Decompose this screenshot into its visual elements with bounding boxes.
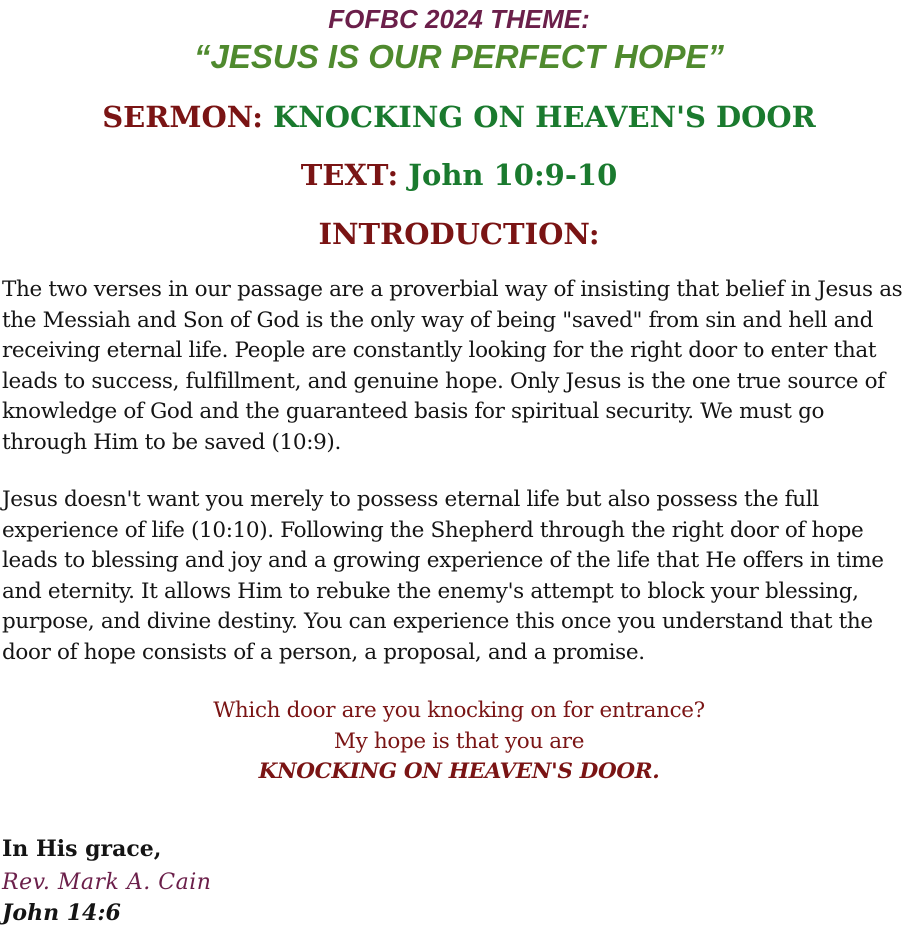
introduction-paragraph-1: The two verses in our passage are a proverbial way of insisting that belief in Jesus as the Messiah and Son of God is the only way of being "saved" from sin and hell and receiving eternal life. People are constantly looking for the right door to enter that leads to success, fulfillment, and genuine hope. Only Jesus is the one true source of knowledge of God and the guaranteed basis for spiritual security. We must go through Him to be saved (10:9). <box>2 277 903 455</box>
signoff-salutation: In His grace, <box>2 836 162 862</box>
closing-hope: My hope is that you are <box>333 728 585 754</box>
closing-question: Which door are you knocking on for entrance? <box>213 698 705 723</box>
sermon-label: SERMON: <box>102 100 263 134</box>
text-reference: John 10:9-10 <box>408 158 618 192</box>
closing-block <box>0 696 918 788</box>
closing-emphasis: KNOCKING ON HEAVEN'S DOOR. <box>258 759 660 784</box>
theme-label: FOFBC 2024 THEME: <box>328 4 590 34</box>
signature-name: Rev. Mark A. Cain <box>2 870 212 895</box>
introduction-heading: INTRODUCTION: <box>318 217 600 251</box>
text-label: TEXT: <box>300 158 399 192</box>
sermon-heading <box>0 99 918 135</box>
sermon-title: KNOCKING ON HEAVEN'S DOOR <box>273 100 816 134</box>
theme-title: “JESUS IS OUR PERFECT HOPE” <box>194 38 724 75</box>
signoff-verse: John 14:6 <box>2 900 121 926</box>
text-heading <box>0 157 918 193</box>
introduction-paragraph-2: Jesus doesn't want you merely to possess eternal life but also possess the full experience of life (10:10). Following the Shepherd through the right door of hope leads to blessing and joy and a growing experience of the life that He offers in time and eternity. It allows Him to rebuke the enemy's attempt to block your blessing, purpose, and divine destiny. You can experience this once you understand that the door of hope consists of a person, a proposal, and a promise. <box>2 487 884 665</box>
